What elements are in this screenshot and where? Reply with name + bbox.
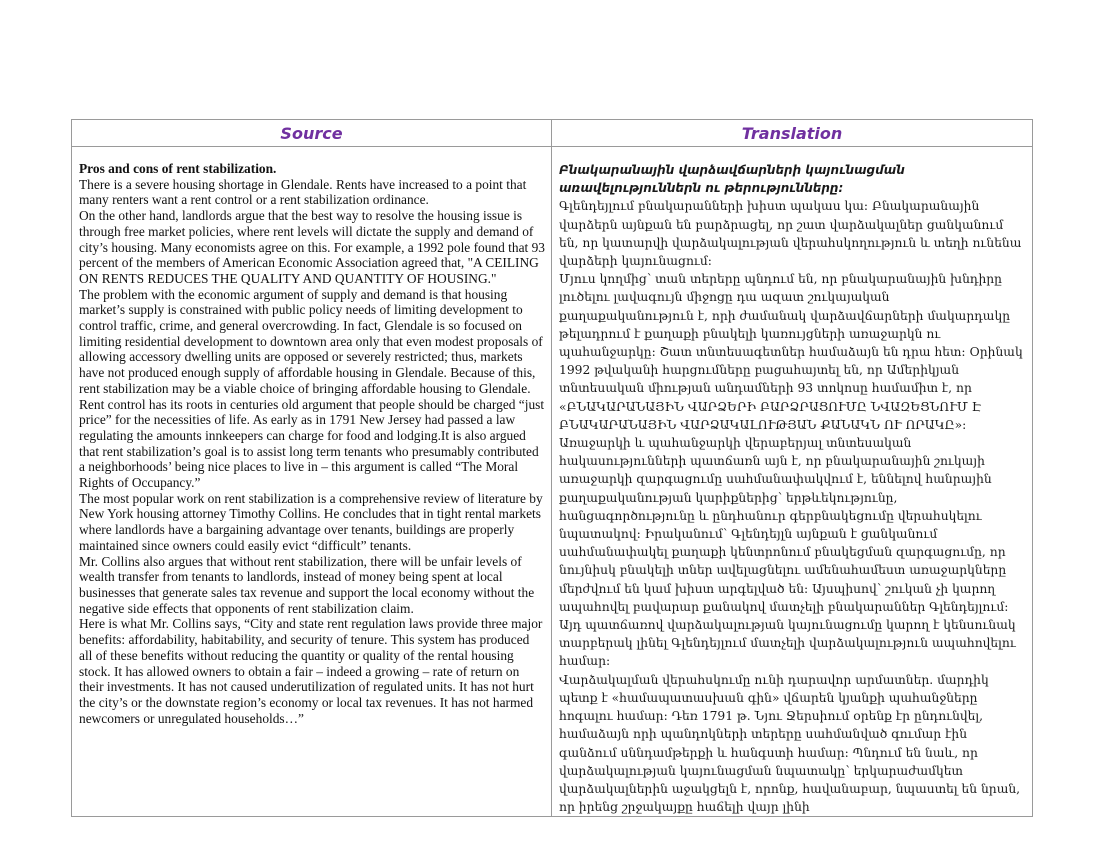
- translation-paragraph: Գլենդեյլում բնակարանների խիստ պակաս կա: Բնակարանային վարձերն այնքան են բարձրացել, որ շատ վարձակալներ ցանկանում են, որ կատարվի վարձակալության վերահսկողություն և տեղի ունենա վարձերի կայունացում:: [559, 199, 1022, 269]
- translation-title: Բնակարանային վարձավճարների կայունացման առավելություններն ու թերությունները:: [559, 163, 905, 196]
- bilingual-table: [71, 119, 1033, 817]
- source-paragraph: Here is what Mr. Collins says, “City and state rent regulation laws provide three major benefits: affordability, habitability, and security of tenure. This system has produced all of these benefits without reducing the quantity or quality of the rental housing stock. It has allowed owners to obtain a fair – indeed a growing – rate of return on their investments. It has not caused underutilization of regulated units. It has not hurt the city’s or the downstate region’s economy or local tax revenues. It has not harmed newcomers or unregulated households…”: [79, 616, 543, 726]
- translation-paragraph: Առաջարկի և պահանջարկի վերաբերյալ տնտեսական հակասությունների պատճառն այն է, որ բնակարանային շուկայի առաջարկի զարգացումը սահմանափակվում է, եննելով հանրային քաղաքականության կարիքներից՝ երթևեկությունը, հանցագործությունը և ընդհանուր գերբնակեցումը վերահսկելու նպատակով: Իրականում՝ Գլենդեյլն այնքան է ցանկանում սահմանափակել քաղաքի կենտրոնում բնակեցման զարգացումը, որ նույնիսկ բնակելի տներ ավելացնելու ամենահամեստ առաջարկները մերժվում են կամ խիստ արգելված են: Այսպիսով՝ շուկան չի կարող ապահովել բավարար քանակով մատչելի բնակարաններ Գլենդեյլում: Այդ պատճառով վարձակալության կայունացումը կարող է կենսունակ տարբերակ լինել Գլենդեյլում մատչելի վարձակալություն ապահովելու համար:: [559, 436, 1016, 669]
- translation-column-header: Translation: [552, 120, 1033, 147]
- source-paragraph: Mr. Collins also argues that without rent stabilization, there will be unfair levels of wealth transfer from tenants to landlords, instead of money being spent at local businesses that generate sales tax revenue and support the local economy without the negative side effects that opponents of rent stabilization claim.: [79, 553, 535, 616]
- source-paragraph: On the other hand, landlords argue that the best way to resolve the housing issue is through free market policies, where rent levels will dictate the supply and demand of city’s housing. Many economists agree on this. For example, a 1992 pole found that 93 percent of the members of American Economic Association agreed that, "A CEILING ON RENTS REDUCES THE QUALITY AND QUANTITY OF HOUSING.": [79, 208, 545, 286]
- source-cell: [72, 147, 552, 817]
- translation-paragraph: Մյուս կողմից՝ տան տերերը պնդում են, որ բնակարանային խնդիրը լուծելու լավագույն միջոցը դա ազատ շուկայական քաղաքականություն է, որի ժամանակ վարձավճարների մակարդակը թելադրում է քաղաքի բնակելի կառույցների առաջարկն ու պահանջարկը: Շատ տնտեսագետներ համաձայն են դրա հետ: Օրինակ 1992 թվականի հարցումները բացահայտել են, որ Ամերիկյան տնտեսական միության անդամների 93 տոկոսը համամիտ է, որ «ԲՆԱԿԱՐԱՆԱՅԻՆ ՎԱՐՁԵՐԻ ԲԱՐՁՐԱՑՈՒՄԸ ՆՎԱԶԵՑՆՈՒՄ Է ԲՆԱԿԱՐԱՆԱՅԻՆ ՎԱՐՁԱԿԱԼՈՒԹՅԱՆ ՔԱՆԱԿՆ ՈՒ ՈՐԱԿԸ»:: [559, 272, 1023, 432]
- content-row: [72, 147, 1033, 817]
- translation-paragraph: Վարձակալման վերահսկումը ունի դարավոր արմատներ. մարդիկ պետք է «համապատասխան գին» վճարեն կյանքի պահանջները հոգալու համար: Դեռ 1791 թ. Նյու Ջերսիում օրենք էր ընդունվել, համաձայն որի պանդոկների տերերը սահմանված գումար էին գանձում սննդամթերքի և հանգստի համար: Պնդում են նաև, որ վարձակալության կայունացման նպատակը՝ երկարաժամկետ վարձակալներին աջակցելն է, որոնք, հավանաբար, նպաստել են նրան, որ իրենց շրջակայքը հաճելի վայր լինի: [559, 672, 1021, 815]
- source-column-header: Source: [72, 120, 552, 147]
- translation-cell: [552, 147, 1033, 817]
- source-paragraph: There is a severe housing shortage in Glendale. Rents have increased to a point that many renters want a rent control or a rent stabilization ordinance.: [79, 176, 527, 208]
- source-title: Pros and cons of rent stabilization.: [79, 161, 277, 176]
- header-row: [72, 120, 1033, 147]
- source-paragraph: Rent control has its roots in centuries old argument that people should be charged “just price” for the necessities of life. As early as in 1791 New Jersey had passed a law regulating the amounts innkeepers can charge for food and lodging.It is also argued that rent stabilization’s goal is to assist long term tenants who presumably contributed a neighborhoods’ being nice places to live in – this argument is called “The Moral Rights of Occupancy.”: [79, 396, 545, 491]
- source-paragraph: The problem with the economic argument of supply and demand is that housing market’s supply is constrained with public policy needs of limiting development to control traffic, crime, and general overcrowding. In fact, Glendale is so focused on limiting residential development to downtown area only that even modest proposals of allowing accessory dwelling units are opposed or severely restricted; thus, markets have not produced enough supply of affordable housing in Glendale. Because of this, rent stabilization may be a viable choice of bringing affordable housing to Glendale.: [79, 286, 543, 396]
- source-paragraph: The most popular work on rent stabilization is a comprehensive review of literature by New York housing attorney Timothy Collins. He concludes that in tight rental markets where landlords have a bargaining advantage over tenants, buildings are properly maintained since owners could easily evict “difficult” tenants.: [79, 490, 543, 553]
